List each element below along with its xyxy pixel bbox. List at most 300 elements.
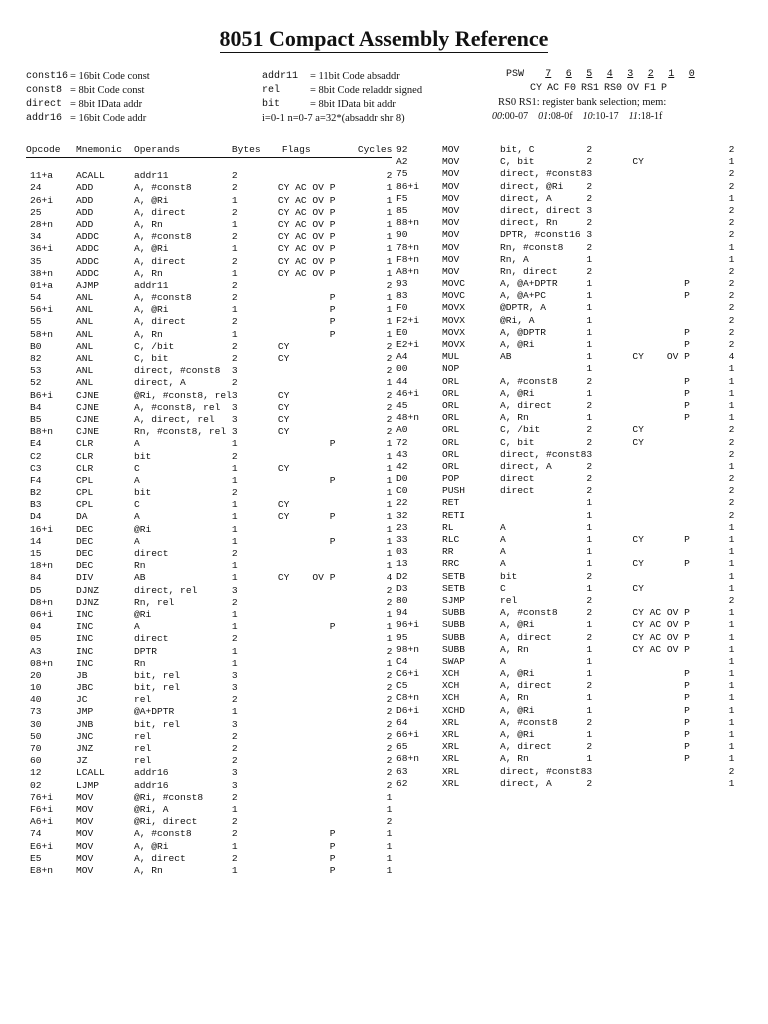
operands-cell: direct, rel [134,584,198,596]
psw-bank-code: 00 [492,111,502,122]
table-row [392,692,734,704]
flags-cell: P [277,316,336,328]
operands-cell: C, bit [500,436,535,448]
bytes-cell: 1 [231,511,238,523]
cycles-cell: 2 [386,743,393,754]
legend-row [26,84,150,98]
table-row [392,217,734,229]
mnemonic-cell: CJNE [76,401,100,413]
header-flags: Flags [272,144,358,158]
psw-bank-code: 11 [628,111,638,122]
opcode-cell: 18+n [30,560,54,572]
opcode-cell: 14 [30,535,42,547]
operands-cell: A, #const8 [134,231,192,243]
opcode-cell: 70 [30,743,42,754]
table-row [26,804,392,816]
mnemonic-cell: RR [442,546,454,558]
table-row [26,499,392,511]
operands-cell: direct, Rn [500,217,558,229]
opcode-cell: F2+i [396,314,420,326]
flags-cell: CY AC OV P [277,255,336,267]
operands-cell: A [500,521,506,533]
table-row [392,753,734,765]
operands-cell: @Ri [134,608,152,620]
table-row [392,363,734,375]
cycles-cell: 1 [386,292,393,304]
operands-cell: C [134,499,140,511]
mnemonic-cell: JC [76,694,88,706]
opcode-cell: 44 [396,375,408,387]
mnemonic-cell: JBC [76,682,94,694]
cycles-cell: 1 [728,546,735,558]
table-row [26,365,392,377]
cycles-cell: 1 [386,328,393,340]
flags-cell [272,767,358,779]
flags-cell [272,780,358,792]
mnemonic-cell: INC [76,608,94,620]
legend-value: = 16bit Code addr [70,113,147,124]
bytes-cell: 3 [231,365,238,377]
table-row [26,390,392,402]
flags-cell: CY AC OV P [277,182,336,194]
opcode-cell: 04 [30,621,42,633]
flags-cell: P [277,852,336,864]
mnemonic-cell: ACALL [76,170,105,182]
opcode-cell: 24 [30,182,42,194]
table-row [392,144,734,156]
table-row [26,597,392,609]
operands-cell: A, @A+DPTR [500,278,558,290]
cycles-cell: 1 [386,182,393,194]
cycles-cell: 2 [728,290,735,302]
operands-cell: A [134,621,140,633]
opcode-cell: 74 [30,828,42,840]
flags-cell: CY [277,426,290,438]
opcode-cell: E4 [30,438,42,450]
bytes-cell: 2 [231,791,238,803]
flags-cell [626,595,708,607]
cycles-cell: 2 [386,767,393,779]
opcode-cell: A2 [396,156,408,168]
cycles-cell: 1 [386,243,393,255]
opcode-cell: C0 [396,485,408,497]
bytes-cell: 2 [586,607,593,619]
bytes-cell: 1 [586,582,593,594]
opcode-cell: 08+n [30,657,54,669]
flags-cell: P [277,474,336,486]
operands-cell: direct [134,633,169,645]
bytes-cell: 3 [231,779,238,791]
table-row [392,254,734,266]
mnemonic-cell: CLR [76,438,94,450]
cycles-cell: 2 [386,718,393,730]
operands-cell: A [500,534,506,545]
mnemonic-cell: RET [442,497,460,509]
cycles-cell: 1 [386,194,393,206]
mnemonic-cell: RL [442,521,454,533]
opcode-cell: D6+i [396,704,420,716]
cycles-cell: 4 [386,572,393,584]
flags-cell [626,485,708,497]
opcode-cell: E5 [30,852,42,864]
operands-cell: A, Rn [134,218,163,230]
bytes-cell: 1 [231,803,238,815]
bytes-cell: 2 [231,206,238,218]
mnemonic-cell: INC [76,621,94,633]
bytes-cell: 2 [231,279,238,291]
mnemonic-cell: ORL [442,399,460,411]
operands-cell: A [134,438,140,450]
operands-cell: direct, A [500,192,552,204]
operands-cell: A, #const8 [134,828,192,840]
mnemonic-cell: XCH [442,668,460,680]
mnemonic-cell: SUBB [442,619,466,631]
flags-cell: CY [277,499,290,511]
bytes-cell: 1 [231,218,238,230]
operands-cell: A [134,535,140,547]
operands-cell: A, #const8, rel [134,401,221,413]
operands-cell: A, @Ri [134,840,169,852]
bytes-cell: 1 [586,290,593,302]
opcode-cell: E8+n [30,864,54,876]
legend-key: bit [262,99,281,110]
mnemonic-cell: DEC [76,523,94,535]
flags-cell [626,766,708,778]
operands-cell: A, Rn [500,643,529,655]
bytes-cell: 1 [231,523,238,535]
legend-key: direct [26,99,63,110]
opcode-cell: 84 [30,572,42,584]
psw-bank-code: 01 [538,111,549,122]
cycles-cell: 2 [728,436,735,448]
bytes-cell: 2 [586,156,593,168]
mnemonic-cell: MOV [442,192,460,204]
table-row [26,646,392,658]
flags-cell: CY AC OV P [277,206,336,218]
table-row [392,729,734,741]
flags-cell [626,473,708,485]
table-row [392,595,734,607]
bytes-cell: 2 [586,485,593,497]
mnemonic-cell: MOVX [442,326,466,338]
mnemonic-cell: ANL [76,292,94,304]
bytes-cell: 2 [586,741,593,753]
table-row [26,243,392,255]
psw-bit: 1 [668,69,675,80]
table-row [392,766,734,778]
cycles-cell: 2 [386,682,393,694]
operands-cell: C, bit [500,156,535,168]
operands-cell: rel [134,755,152,767]
bytes-cell: 2 [586,424,593,436]
operands-cell: direct, #const8 [500,168,587,180]
opcode-cell: 38+n [30,267,54,279]
cycles-cell: 1 [386,560,393,572]
mnemonic-cell: CLR [76,462,94,474]
flags-cell [272,451,358,463]
table-row [392,619,734,631]
operands-cell: A [500,546,506,558]
flags-cell [272,706,358,718]
flags-cell [272,646,358,658]
operands-cell: A, Rn [134,267,163,279]
cycles-cell: 1 [728,680,735,692]
opcode-cell: 82 [30,353,42,364]
table-row [26,682,392,694]
bytes-cell: 1 [231,840,238,852]
mnemonic-cell: DIV [76,572,94,584]
flags-cell: CY [632,424,644,436]
bytes-cell: 3 [231,584,238,596]
bytes-cell: 1 [586,387,593,399]
table-row [392,376,734,388]
legend-value: = 16bit Code const [70,71,150,82]
mnemonic-cell: ORL [442,387,460,399]
flags-cell: P [632,339,690,350]
bytes-cell: 2 [231,548,238,559]
flags-cell: CY AC OV P [632,643,690,655]
table-row [26,402,392,414]
mnemonic-cell: MOVC [442,290,466,302]
cycles-cell: 1 [386,304,393,316]
flags-cell: CY AC OV P [277,194,336,206]
mnemonic-cell: SETB [442,582,466,594]
table-row [392,351,734,363]
psw-bit: 6 [565,69,572,80]
flags-cell: P [632,692,690,704]
flags-cell [272,548,358,560]
cycles-cell: 2 [728,144,735,155]
table-row [26,572,392,584]
table-row [26,182,392,194]
flags-cell [626,546,708,558]
opcode-cell: 03 [396,546,408,558]
cycles-cell: 2 [728,302,735,314]
bytes-cell: 2 [231,755,238,767]
table-row [26,304,392,316]
cycles-cell: 1 [728,192,735,204]
flags-cell: CY AC OV P [632,607,690,619]
opcode-cell: 62 [396,777,408,789]
cycles-cell: 2 [728,765,735,777]
bytes-cell: 2 [586,144,593,155]
opcode-cell: A8+n [396,265,420,277]
flags-cell [626,571,708,583]
bytes-cell: 2 [586,217,593,229]
mnemonic-cell: ADDC [76,243,100,255]
operands-cell: bit [500,570,518,582]
flags-cell: P [277,840,336,852]
bytes-cell: 2 [586,570,593,582]
bytes-cell: 2 [586,265,593,277]
operands-cell: A [134,511,140,523]
mnemonic-cell: JMP [76,706,94,718]
flags-cell [272,755,358,767]
bytes-cell: 1 [586,534,593,545]
table-row [392,290,734,302]
flags-cell: P [277,621,336,633]
cycles-cell: 2 [728,485,735,497]
table-row [26,207,392,219]
table-row [26,767,392,779]
operands-cell: A, direct [134,255,186,267]
opcode-cell: 01+a [30,279,54,291]
operands-cell: C, bit [134,353,169,364]
bytes-cell: 1 [586,692,593,704]
flags-cell [272,377,358,389]
cycles-cell: 2 [728,217,735,229]
cycles-cell: 1 [728,655,735,667]
opcode-cell: 06+i [30,608,54,620]
table-row [26,511,392,523]
cycles-cell: 1 [386,791,393,803]
cycles-cell: 1 [386,487,393,499]
bytes-cell: 2 [231,231,238,243]
psw-bit: 7 [545,69,552,80]
operands-cell: DPTR [134,645,158,657]
bytes-cell: 3 [231,401,238,413]
cycles-cell: 2 [728,265,735,277]
table-row [26,560,392,572]
psw-bank-range: :00-07 [502,111,529,122]
opcode-cell: 12 [30,767,42,779]
bytes-cell: 3 [586,229,593,241]
table-row [392,485,734,497]
legend-value: = 8bit IData addr [70,99,143,110]
opcode-cell: 93 [396,278,408,290]
table-row [392,339,734,351]
opcode-cell: B0 [30,340,42,352]
bytes-cell: 3 [231,389,238,401]
mnemonic-cell: ORL [442,460,460,472]
flags-cell: CY OV P [277,572,336,584]
bytes-cell: 1 [586,314,593,326]
table-row [26,658,392,670]
bytes-cell: 2 [231,694,238,706]
opcode-cell: 56+i [30,304,54,316]
mnemonic-cell: ANL [76,316,94,328]
mnemonic-cell: MOV [442,204,460,216]
cycles-cell: 1 [728,521,735,533]
operands-cell: A, direct [134,206,186,218]
cycles-cell: 1 [728,607,735,619]
mnemonic-cell: SJMP [442,594,466,606]
cycles-cell: 2 [386,706,393,718]
opcode-cell: B3 [30,499,42,511]
opcode-cell: 22 [396,497,408,509]
cycles-cell: 2 [728,448,735,460]
flags-cell [626,242,708,254]
operands-cell: A, direct [134,316,186,328]
cycles-cell: 2 [386,779,393,791]
cycles-cell: 1 [728,558,735,570]
table-row [392,302,734,314]
cycles-cell: 2 [728,278,735,290]
mnemonic-cell: MOVC [442,278,466,290]
flags-cell [626,266,708,278]
mnemonic-cell: MOVX [442,314,466,326]
bytes-cell: 1 [586,412,593,424]
cycles-cell: 1 [728,619,735,631]
operands-cell: addr11 [134,279,169,291]
operands-cell: A, @Ri [500,339,535,350]
cycles-cell: 1 [728,375,735,387]
mnemonic-cell: JB [76,669,88,681]
operands-cell: direct [500,473,535,485]
bytes-cell: 3 [231,767,238,779]
flags-cell [626,302,708,314]
cycles-cell: 1 [386,438,393,450]
table-row [26,633,392,645]
mnemonic-cell: MOV [442,217,460,229]
bytes-cell: 1 [231,608,238,620]
mnemonic-cell: DEC [76,560,94,572]
cycles-cell: 1 [386,657,393,669]
cycles-cell: 2 [728,594,735,606]
mnemonic-cell: MOV [76,803,94,815]
operands-cell: rel [134,730,152,742]
flags-cell [626,778,708,790]
cycles-cell: 2 [728,497,735,509]
table-row [26,231,392,243]
flags-cell: P [632,716,690,728]
flags-cell: CY AC OV P [277,218,336,230]
table-row [392,205,734,217]
table-row [26,694,392,706]
flags-cell [272,743,358,755]
bytes-cell: 1 [586,704,593,716]
mnemonic-cell: CJNE [76,426,100,438]
header-operands: Operands [134,144,232,158]
flags-cell [272,804,358,816]
bytes-cell: 2 [231,852,238,864]
opcode-cell: 28+n [30,218,54,230]
cycles-cell: 1 [728,399,735,411]
operands-cell: A, @DPTR [500,326,547,338]
table-row [26,256,392,268]
mnemonic-cell: ANL [76,340,94,352]
flags-cell [626,461,708,473]
table-row [392,717,734,729]
bytes-cell: 1 [586,253,593,265]
flags-cell: P [632,741,690,753]
cycles-cell: 1 [728,729,735,740]
cycles-cell: 2 [728,509,735,521]
mnemonic-cell: ADDC [76,267,100,279]
cycles-cell: 1 [386,218,393,230]
opcode-cell: 23 [396,521,408,533]
bytes-cell: 1 [586,546,593,558]
bytes-cell: 2 [231,816,238,828]
opcode-cell: 92 [396,144,408,155]
table-row [392,510,734,522]
cycles-cell: 1 [386,828,393,840]
cycles-cell: 1 [386,474,393,486]
bytes-cell: 2 [231,828,238,840]
table-row [392,156,734,168]
mnemonic-cell: ORL [442,436,460,448]
table-row [26,524,392,536]
mnemonic-cell: MOV [442,253,460,265]
operands-cell: A, #const8 [134,292,192,304]
table-row [392,437,734,449]
opcode-table-right [392,144,734,790]
psw-bank-range: :10-17 [592,111,619,122]
psw-bit: 4 [606,69,613,80]
operands-cell: @Ri, #const8, rel [134,389,232,401]
flags-cell [272,365,358,377]
operands-cell: A, direct [134,852,186,864]
